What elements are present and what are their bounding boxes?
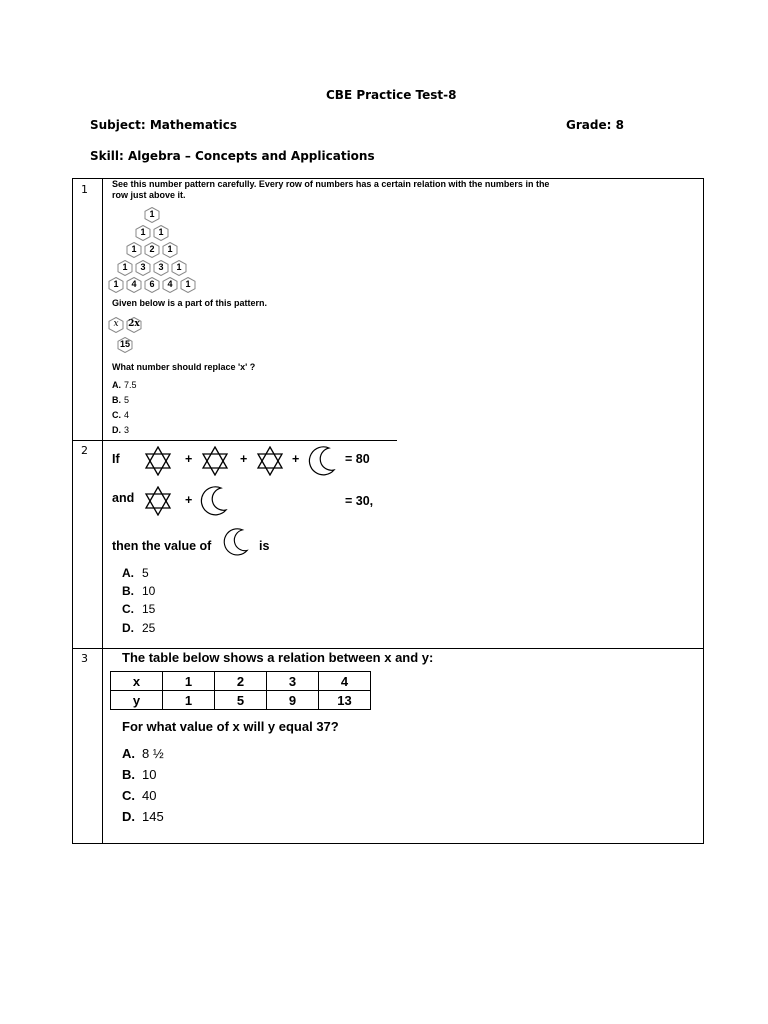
table-cell: 9 [267, 691, 319, 710]
q2-is-label: is [259, 539, 270, 553]
row-divider-1 [73, 440, 397, 441]
q2-then-label: then the value of [112, 539, 212, 553]
pyramid-cell: 1 [126, 242, 142, 258]
table-cell: 1 [163, 672, 215, 691]
pyramid-cell: 1 [117, 260, 133, 276]
question-number-3: 3 [81, 652, 88, 665]
q2-plus-2: + [240, 452, 248, 466]
pyramid-cell: 3 [153, 260, 169, 276]
q2-option-c: C. 15 [122, 602, 156, 616]
table-cell: y [111, 691, 163, 710]
subject-label: Subject: Mathematics [90, 118, 238, 132]
crescent-moon-icon [199, 485, 229, 517]
hex-cell-15: 15 [117, 337, 133, 353]
q2-plus-1: + [185, 452, 193, 466]
question-number-1: 1 [81, 183, 88, 196]
star-of-david-icon [201, 446, 229, 476]
q2-plus-3: + [292, 452, 300, 466]
q2-if-label: If [112, 452, 120, 466]
q2-option-b: B. 10 [122, 584, 156, 598]
pyramid-cell: 4 [162, 277, 178, 293]
table-cell: x [111, 672, 163, 691]
table-cell: 4 [319, 672, 371, 691]
pyramid-cell: 6 [144, 277, 160, 293]
crescent-moon-icon [307, 445, 337, 477]
pyramid-cell: 1 [153, 225, 169, 241]
q2-option-a: A. 5 [122, 566, 149, 580]
hex-cell-x: x [108, 317, 124, 333]
q1-intro-line1: See this number pattern carefully. Every row of numbers has a certain relation with the numbers in the [112, 179, 550, 189]
pyramid-cell: 1 [144, 207, 160, 223]
table-cell: 5 [215, 691, 267, 710]
pyramid-cell: 1 [162, 242, 178, 258]
question-number-2: 2 [81, 444, 88, 457]
q2-option-d: D. 25 [122, 621, 156, 635]
pyramid-cell: 1 [135, 225, 151, 241]
pyramid-cell: 1 [108, 277, 124, 293]
q3-option-b: B. 10 [122, 767, 157, 782]
pyramid-cell: 4 [126, 277, 142, 293]
q1-option-d: D. 3 [112, 425, 130, 435]
q3-option-c: C. 40 [122, 788, 157, 803]
xy-relation-table [110, 671, 371, 710]
page-title: CBE Practice Test-8 [326, 88, 457, 102]
star-of-david-icon [144, 446, 172, 476]
crescent-moon-icon [222, 527, 250, 557]
table-cell: 2 [215, 672, 267, 691]
table-cell: 13 [319, 691, 371, 710]
q1-option-b: B. 5 [112, 395, 130, 405]
table-cell: 3 [267, 672, 319, 691]
q3-option-a: A. 8 ½ [122, 746, 164, 761]
q2-and-label: and [112, 491, 135, 505]
pyramid-cell: 3 [135, 260, 151, 276]
q1-option-a: A. 7.5 [112, 380, 137, 390]
q2-plus-4: + [185, 493, 193, 507]
table-cell: 1 [163, 691, 215, 710]
q3-intro: The table below shows a relation between x and y: [122, 650, 434, 665]
q2-line1-result: = 80 [345, 452, 370, 466]
hex-cell-2x: 2x [126, 317, 142, 333]
skill-label: Skill: Algebra – Concepts and Applications [90, 149, 375, 163]
number-pyramid [108, 207, 204, 295]
q3-question: For what value of x will y equal 37? [122, 719, 339, 734]
q2-line2-result: = 30, [345, 494, 374, 508]
star-of-david-icon [144, 486, 172, 516]
row-divider-2 [73, 648, 703, 649]
q3-option-d: D. 145 [122, 809, 164, 824]
q1-option-c: C. 4 [112, 410, 130, 420]
pyramid-cell: 1 [180, 277, 196, 293]
star-of-david-icon [256, 446, 284, 476]
pyramid-cell: 1 [171, 260, 187, 276]
table-row [111, 691, 371, 710]
number-column-divider [102, 179, 103, 843]
grade-label: Grade: 8 [566, 118, 624, 132]
table-row [111, 672, 371, 691]
q1-part-label: Given below is a part of this pattern. [112, 298, 268, 308]
pyramid-cell: 2 [144, 242, 160, 258]
q1-intro-line2: row just above it. [112, 190, 186, 200]
q1-question: What number should replace 'x' ? [112, 362, 256, 372]
